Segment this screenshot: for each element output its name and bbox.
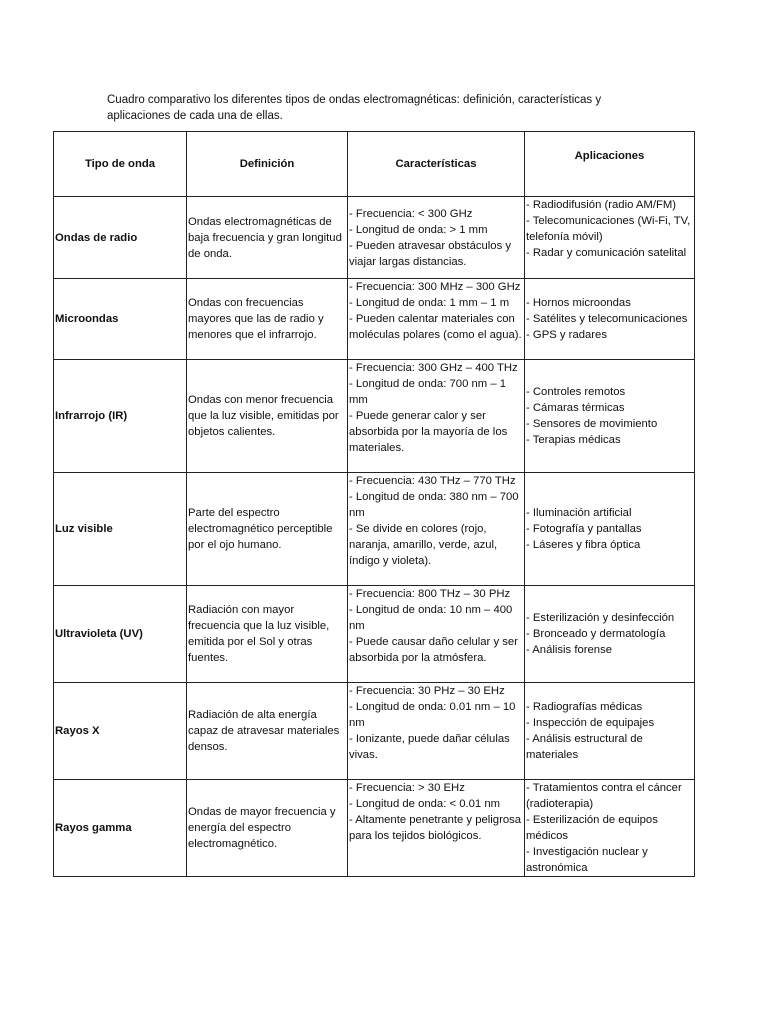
application-line: - Esterilización y desinfección bbox=[526, 612, 675, 624]
wave-name: Infrarrojo (IR) bbox=[54, 360, 187, 473]
wave-characteristics bbox=[348, 586, 525, 683]
wave-characteristics bbox=[348, 279, 525, 360]
wave-definition: Radiación con mayor frecuencia que la luz visible, emitida por el Sol y otras fuentes. bbox=[187, 586, 348, 683]
wave-applications bbox=[525, 197, 695, 279]
table-row bbox=[54, 279, 695, 360]
application-line: - Inspección de equipajes bbox=[526, 717, 655, 729]
characteristic-line: - Puede generar calor y ser absorbida por la mayoría de los materiales. bbox=[349, 410, 508, 454]
wave-characteristics bbox=[348, 197, 525, 279]
characteristic-line: - Pueden calentar materiales con moléculas polares (como el agua). bbox=[349, 313, 522, 341]
characteristic-line: - Se divide en colores (rojo, naranja, amarillo, verde, azul, índigo y violeta). bbox=[349, 523, 498, 567]
characteristic-line: - Frecuencia: 800 THz – 30 PHz bbox=[349, 588, 511, 600]
wave-applications bbox=[525, 473, 695, 586]
application-line: - Iluminación artificial bbox=[526, 507, 632, 519]
header-characteristics: Características bbox=[348, 132, 525, 197]
wave-applications bbox=[525, 586, 695, 683]
characteristic-line: - Frecuencia: 430 THz – 770 THz bbox=[349, 475, 516, 487]
header-wave-type: Tipo de onda bbox=[54, 132, 187, 197]
wave-definition: Ondas con menor frecuencia que la luz visible, emitidas por objetos calientes. bbox=[187, 360, 348, 473]
application-line: - Telecomunicaciones (Wi-Fi, TV, telefonía móvil) bbox=[526, 215, 691, 243]
application-line: - Radiodifusión (radio AM/FM) bbox=[526, 199, 677, 211]
application-line: - Satélites y telecomunicaciones bbox=[526, 313, 688, 325]
characteristic-line: - Longitud de onda: 1 mm – 1 m bbox=[349, 297, 510, 309]
characteristic-line: - Pueden atravesar obstáculos y viajar largas distancias. bbox=[349, 239, 512, 268]
wave-applications bbox=[525, 683, 695, 780]
characteristic-line: - Frecuencia: < 300 GHz bbox=[349, 207, 473, 220]
wave-name: Rayos X bbox=[54, 683, 187, 780]
wave-characteristics bbox=[348, 473, 525, 586]
characteristic-line: - Ionizante, puede dañar células vivas. bbox=[349, 733, 510, 761]
application-line: - Tratamientos contra el cáncer (radioterapia) bbox=[526, 782, 682, 810]
wave-definition: Radiación de alta energía capaz de atravesar materiales densos. bbox=[187, 683, 348, 780]
application-line: - Láseres y fibra óptica bbox=[526, 539, 641, 551]
wave-applications bbox=[525, 360, 695, 473]
characteristic-line: - Longitud de onda: 700 nm – 1 mm bbox=[349, 378, 507, 406]
wave-definition: Ondas con frecuencias mayores que las de radio y menores que el infrarrojo. bbox=[187, 279, 348, 360]
application-line: - Bronceado y dermatología bbox=[526, 628, 666, 640]
wave-name: Microondas bbox=[54, 279, 187, 360]
application-line: - Radar y comunicación satelital bbox=[526, 247, 687, 259]
wave-definition: Ondas de mayor frecuencia y energía del espectro electromagnético. bbox=[187, 780, 348, 877]
application-line: - Sensores de movimiento bbox=[526, 418, 658, 430]
characteristic-line: - Longitud de onda: 10 nm – 400 nm bbox=[349, 604, 513, 632]
header-definition: Definición bbox=[187, 132, 348, 197]
characteristic-line: - Frecuencia: > 30 EHz bbox=[349, 782, 465, 794]
application-line: - Esterilización de equipos médicos bbox=[526, 814, 658, 842]
application-line: - Investigación nuclear y astronómica bbox=[526, 846, 648, 874]
characteristic-line: - Frecuencia: 300 MHz – 300 GHz bbox=[349, 281, 521, 293]
application-line: - Terapias médicas bbox=[526, 434, 621, 446]
header-applications: Aplicaciones bbox=[525, 132, 695, 197]
characteristic-line: - Frecuencia: 300 GHz – 400 THz bbox=[349, 362, 518, 374]
characteristic-line: - Frecuencia: 30 PHz – 30 EHz bbox=[349, 685, 505, 697]
characteristic-line: - Longitud de onda: > 1 mm bbox=[349, 223, 488, 236]
wave-name: Ultravioleta (UV) bbox=[54, 586, 187, 683]
wave-applications bbox=[525, 780, 695, 877]
characteristic-line: - Longitud de onda: 0.01 nm – 10 nm bbox=[349, 701, 516, 729]
application-line: - Análisis forense bbox=[526, 644, 613, 656]
wave-name: Rayos gamma bbox=[54, 780, 187, 877]
application-line: - Cámaras térmicas bbox=[526, 402, 625, 414]
comparison-table bbox=[53, 131, 695, 877]
application-line: - GPS y radares bbox=[526, 329, 607, 341]
characteristic-line: - Longitud de onda: < 0.01 nm bbox=[349, 798, 501, 810]
comparison-table-container bbox=[53, 131, 694, 877]
table-row bbox=[54, 360, 695, 473]
wave-name: Luz visible bbox=[54, 473, 187, 586]
intro-text: Cuadro comparativo los diferentes tipos de ondas electromagnéticas: definición, características y aplicaciones de cada una de ellas. bbox=[107, 94, 602, 122]
table-row bbox=[54, 780, 695, 877]
header-row bbox=[54, 132, 695, 197]
application-line: - Fotografía y pantallas bbox=[526, 523, 642, 535]
wave-characteristics bbox=[348, 360, 525, 473]
wave-definition: Parte del espectro electromagnético perceptible por el ojo humano. bbox=[187, 473, 348, 586]
application-line: - Hornos microondas bbox=[526, 297, 631, 309]
table-row bbox=[54, 197, 695, 279]
wave-characteristics bbox=[348, 683, 525, 780]
wave-applications bbox=[525, 279, 695, 360]
wave-name: Ondas de radio bbox=[54, 197, 187, 279]
table-row bbox=[54, 586, 695, 683]
characteristic-line: - Altamente penetrante y peligrosa para los tejidos biológicos. bbox=[349, 814, 522, 842]
wave-characteristics bbox=[348, 780, 525, 877]
characteristic-line: - Puede causar daño celular y ser absorbida por la atmósfera. bbox=[349, 636, 518, 664]
characteristic-line: - Longitud de onda: 380 nm – 700 nm bbox=[349, 491, 519, 519]
table-row bbox=[54, 473, 695, 586]
application-line: - Radiografías médicas bbox=[526, 701, 643, 713]
application-line: - Análisis estructural de materiales bbox=[526, 733, 643, 761]
table-row bbox=[54, 683, 695, 780]
wave-definition: Ondas electromagnéticas de baja frecuencia y gran longitud de onda. bbox=[187, 197, 348, 279]
application-line: - Controles remotos bbox=[526, 386, 626, 398]
